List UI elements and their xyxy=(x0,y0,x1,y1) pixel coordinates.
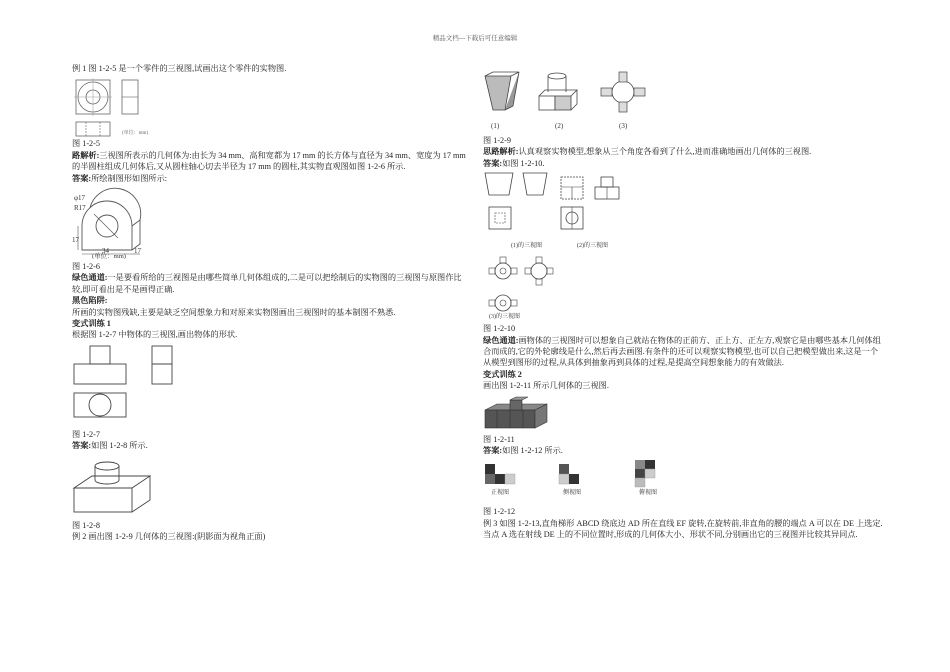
left-column xyxy=(72,63,467,543)
example-2-text: 例 2 画出图 1-2-9 几何体的三视图:(阴影面为视角正面) xyxy=(72,532,266,542)
drill-2-text: 画出图 1-2-11 所示几何体的三视图. xyxy=(483,381,609,391)
caption-1-2-6: 图 1-2-6 xyxy=(72,262,100,272)
answer-2-text: 如图 1-2-8 所示. xyxy=(91,441,148,451)
green-channel-paragraph-right xyxy=(483,335,883,369)
drill-2-label: 变式训练 2 xyxy=(483,369,522,379)
idea-label: 思路解析: xyxy=(483,147,519,157)
fig1212-label-2: 侧视图 xyxy=(563,490,582,497)
figure-1-2-7 xyxy=(72,343,192,423)
fig1210-label-2: (2)的三视图 xyxy=(577,243,608,250)
answer-label-right: 答案: xyxy=(483,158,503,168)
answer-text-right: 如图 1-2-10. xyxy=(502,158,545,168)
fig126-phi17: φ17 xyxy=(74,194,86,203)
example-3-text: 例 3 如图 1-2-13,直角梯形 ABCD 绕底边 AD 所在直线 EF 旋转,在旋转前,非直角的腰的端点 A 可以在 DE 上选定.当点 A 选在射线 DE 上的不同位置时,形成的几何体大小、形状不同,分别画出它的三视图并比较其异同点. xyxy=(483,518,883,540)
example-1-text: 例 1 图 1-2-5 是一个零件的三视图,试画出这个零件的实物图. xyxy=(72,64,287,73)
figure-1-2-11 xyxy=(483,396,573,432)
green-channel-paragraph xyxy=(72,272,467,295)
answer-2-paragraph-right xyxy=(483,445,883,456)
answer-2-text-right: 如图 1-2-12 所示. xyxy=(502,446,563,456)
fig126-unit: (单位：mm) xyxy=(92,253,126,260)
fig1210-label-3: (3)的三视图 xyxy=(489,314,520,321)
fig129-label-1: (1) xyxy=(491,122,500,130)
idea-paragraph xyxy=(483,146,883,157)
figure-1-2-9 xyxy=(483,70,653,132)
analysis-text: 三视图所表示的几何体为:由长为 34 mm、高和宽都为 17 mm 的长方体与直径为 34 mm、宽度为 17 mm 的半圆柱组成几何体后,又从圆柱轴心切去半径为 17 mm 的圆柱,其实物直观图如图 1-2-6 所示. xyxy=(72,150,466,172)
page-header: 精品文档---下载后可任意编辑 xyxy=(432,35,518,42)
fig125-unit: (单位：mm) xyxy=(122,131,149,137)
answer-label: 答案: xyxy=(72,173,92,183)
green-channel-label-right: 绿色通道: xyxy=(483,335,519,345)
drill-1-text: 根据图 1-2-7 中物体的三视图,画出物体的形状. xyxy=(72,330,238,340)
green-channel-text-right: 画物体的三视图时可以想象自己就站在物体的正前方、正上方、正左方,观察它是由哪些基本几何体组合而成的,它的外轮廓线是什么,然后再去画图.有条件的还可以观察实物模型,也可以自己把模型做出来,这是一个从模型到图形的过程,从具体到抽象再到具体的过程,是提高空间想象能力的有效做法. xyxy=(483,335,881,368)
fig126-r17: R17 xyxy=(74,204,86,213)
figure-1-2-6 xyxy=(72,184,212,259)
answer-paragraph xyxy=(72,173,467,184)
answer-paragraph-right xyxy=(483,158,883,169)
analysis-label: 路解析: xyxy=(72,150,100,160)
fig126-h17: 17 xyxy=(72,236,79,245)
right-column xyxy=(483,70,883,541)
figure-1-2-5 xyxy=(72,76,192,138)
answer-2-paragraph xyxy=(72,440,467,451)
fig129-label-3: (3) xyxy=(619,122,628,130)
fig126-w34: 34 xyxy=(102,247,109,256)
caption-1-2-12: 图 1-2-12 xyxy=(483,507,516,517)
answer-text: 所绘制图形如图所示: xyxy=(91,173,168,183)
answer-2-label-right: 答案: xyxy=(483,446,503,456)
black-trap-text: 所画的实物图残缺,主要是缺乏空间想象力和对原来实物图画出三视图时的基本制图不熟悉. xyxy=(72,307,396,317)
fig1212-label-1: 正视图 xyxy=(491,490,510,497)
caption-1-2-10: 图 1-2-10 xyxy=(483,324,516,334)
caption-1-2-11: 图 1-2-11 xyxy=(483,434,515,444)
analysis-paragraph xyxy=(72,150,467,173)
figure-1-2-8 xyxy=(72,454,212,514)
fig1212-label-3: 俯视图 xyxy=(639,490,658,497)
fig1210-label-1: (1)的三视图 xyxy=(511,243,542,250)
green-channel-text: 一是要看所给的三视图是由哪些简单几何体组成的,二是可以把绘制后的实物图的三视图与原图作比较,即可看出是不是画得正确. xyxy=(72,273,462,294)
figure-1-2-10 xyxy=(483,171,653,321)
drill-1-label: 变式训练 1 xyxy=(72,319,111,329)
fig129-label-2: (2) xyxy=(555,122,564,130)
green-channel-label: 绿色通道: xyxy=(72,273,108,283)
answer-2-label: 答案: xyxy=(72,441,92,451)
caption-1-2-8: 图 1-2-8 xyxy=(72,520,100,530)
caption-1-2-7: 图 1-2-7 xyxy=(72,429,100,439)
idea-text: 认真观察实物模型,想象从三个角度各看到了什么,进而准确地画出几何体的三视图. xyxy=(518,147,812,157)
caption-1-2-5: 图 1-2-5 xyxy=(72,139,100,149)
black-trap-label: 黑色陷阱: xyxy=(72,296,108,306)
caption-1-2-9: 图 1-2-9 xyxy=(483,136,511,145)
fig126-w17: 17 xyxy=(134,247,141,256)
figure-1-2-12 xyxy=(483,460,703,504)
